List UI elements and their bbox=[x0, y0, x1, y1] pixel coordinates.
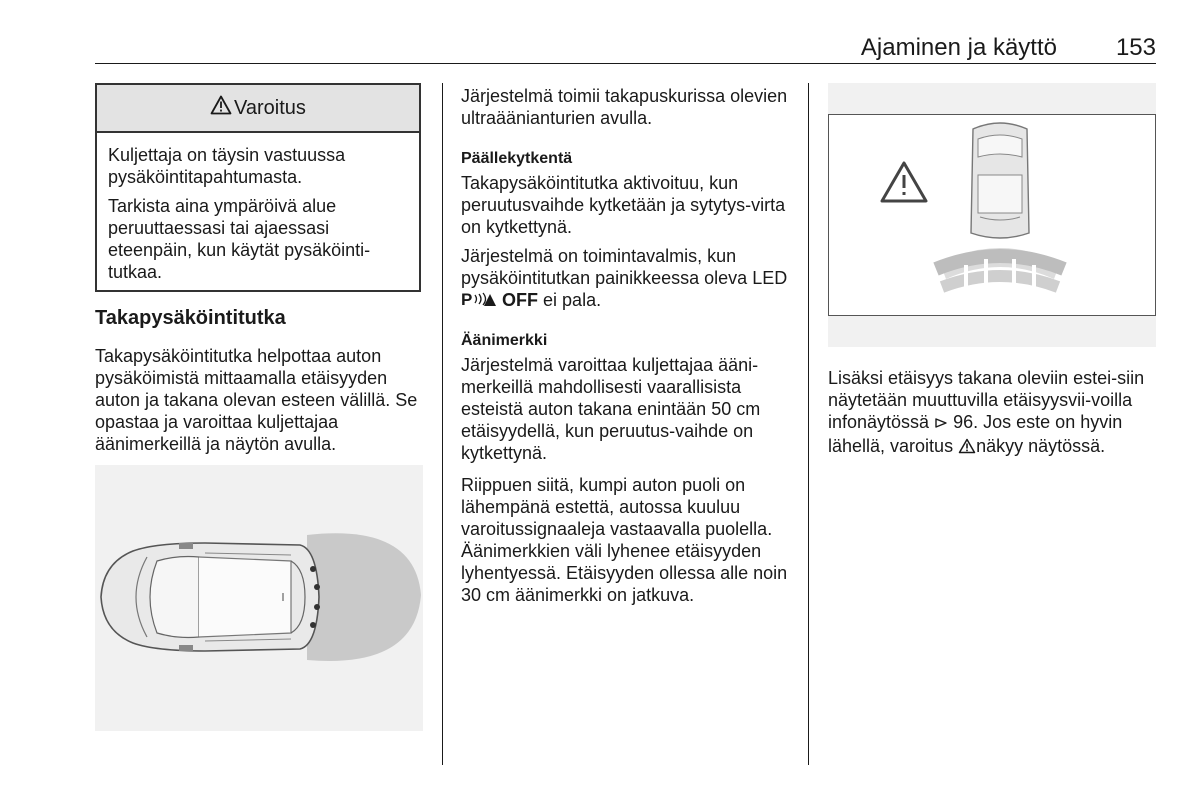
side-signal-paragraph: Riippuen siitä, kumpi auton puoli on lähempänä estettä, autossa kuuluu varoitussignaaleja vastaavalla puolella. Äänimerkkien väli lyhenee etäisyyden lyhentyessä. Etäisyyden ollessa alle noin 30 cm äänimerkki on jatkuva. bbox=[461, 475, 788, 605]
page-reference-arrow-icon bbox=[934, 413, 948, 435]
left-paragraph: Takapysäköintitutka helpottaa auton pysäköimistä mittaamalla etäisyyden auton ja takana olevan esteen välillä. Se opastaa ja varoittaa kuljettajaa äänimerkeillä ja näytön avulla. bbox=[95, 346, 418, 454]
caption-text: Lisäksi etäisyys takana oleviin estei-siin näytetään muuttuvilla etäisyysvii-voilla infonäytössä bbox=[828, 368, 1145, 432]
warning-title: Varoitus bbox=[234, 96, 306, 119]
page-reference: 96 bbox=[953, 412, 974, 432]
display-drawing bbox=[828, 83, 1156, 347]
ready-paragraph bbox=[461, 245, 791, 313]
display-caption bbox=[828, 367, 1158, 459]
activation-paragraph: Takapysäköintitutka aktivoituu, kun peruutusvaihde kytketään ja sytytys-virta on kytkettynä. bbox=[461, 173, 786, 237]
warning-paragraph: Kuljettaja on täysin vastuussa pysäköintitapahtumasta. bbox=[108, 145, 346, 187]
warning-paragraph: Tarkista aina ympäröivä alue peruuttaessasi tai ajaessasi eteenpäin, kun käytät pysäköinti-tutkaa. bbox=[108, 196, 371, 282]
led-label: LED bbox=[752, 268, 788, 288]
signal-paragraph: Järjestelmä varoittaa kuljettajaa ääni-merkeillä mahdollisesti vaarallisista esteistä auton takana enintään 50 cm etäisyydellä, kun peruutus-vaihde on kytkettynä. bbox=[461, 355, 761, 463]
subsection-title: Äänimerkki bbox=[461, 332, 548, 349]
ready-text-end: ei pala. bbox=[543, 290, 602, 310]
header-rule bbox=[95, 63, 1156, 64]
chapter-title: Ajaminen ja käyttö bbox=[860, 34, 1057, 61]
caption-text: . Jos este on hyvin lähellä, varoitus bbox=[828, 412, 1123, 456]
warning-triangle-icon bbox=[958, 437, 976, 459]
subsection-title: Päällekytkentä bbox=[461, 150, 573, 167]
warning-triangle-icon bbox=[210, 95, 232, 121]
off-button-label: OFF bbox=[502, 290, 539, 310]
ready-text: Järjestelmä on toimintavalmis, kun pysäköintitutkan painikkeessa oleva bbox=[461, 246, 748, 288]
column-divider-right bbox=[808, 83, 809, 765]
display-illustration bbox=[828, 83, 1156, 347]
intro-paragraph: Järjestelmä toimii takapuskurissa olevien ultraäänianturien avulla. bbox=[461, 86, 788, 128]
page-number: 153 bbox=[1115, 34, 1156, 61]
warning-header bbox=[97, 85, 419, 133]
warning-box bbox=[95, 83, 421, 292]
car-sensor-illustration bbox=[95, 465, 423, 731]
caption-text: näkyy näytössä. bbox=[976, 436, 1106, 456]
parking-sensor-icon bbox=[461, 290, 497, 313]
car-top-view-drawing bbox=[95, 465, 423, 731]
section-title: Takapysäköintitutka bbox=[95, 307, 286, 329]
column-divider-left bbox=[442, 83, 443, 765]
svg-text:P: P bbox=[461, 290, 473, 308]
